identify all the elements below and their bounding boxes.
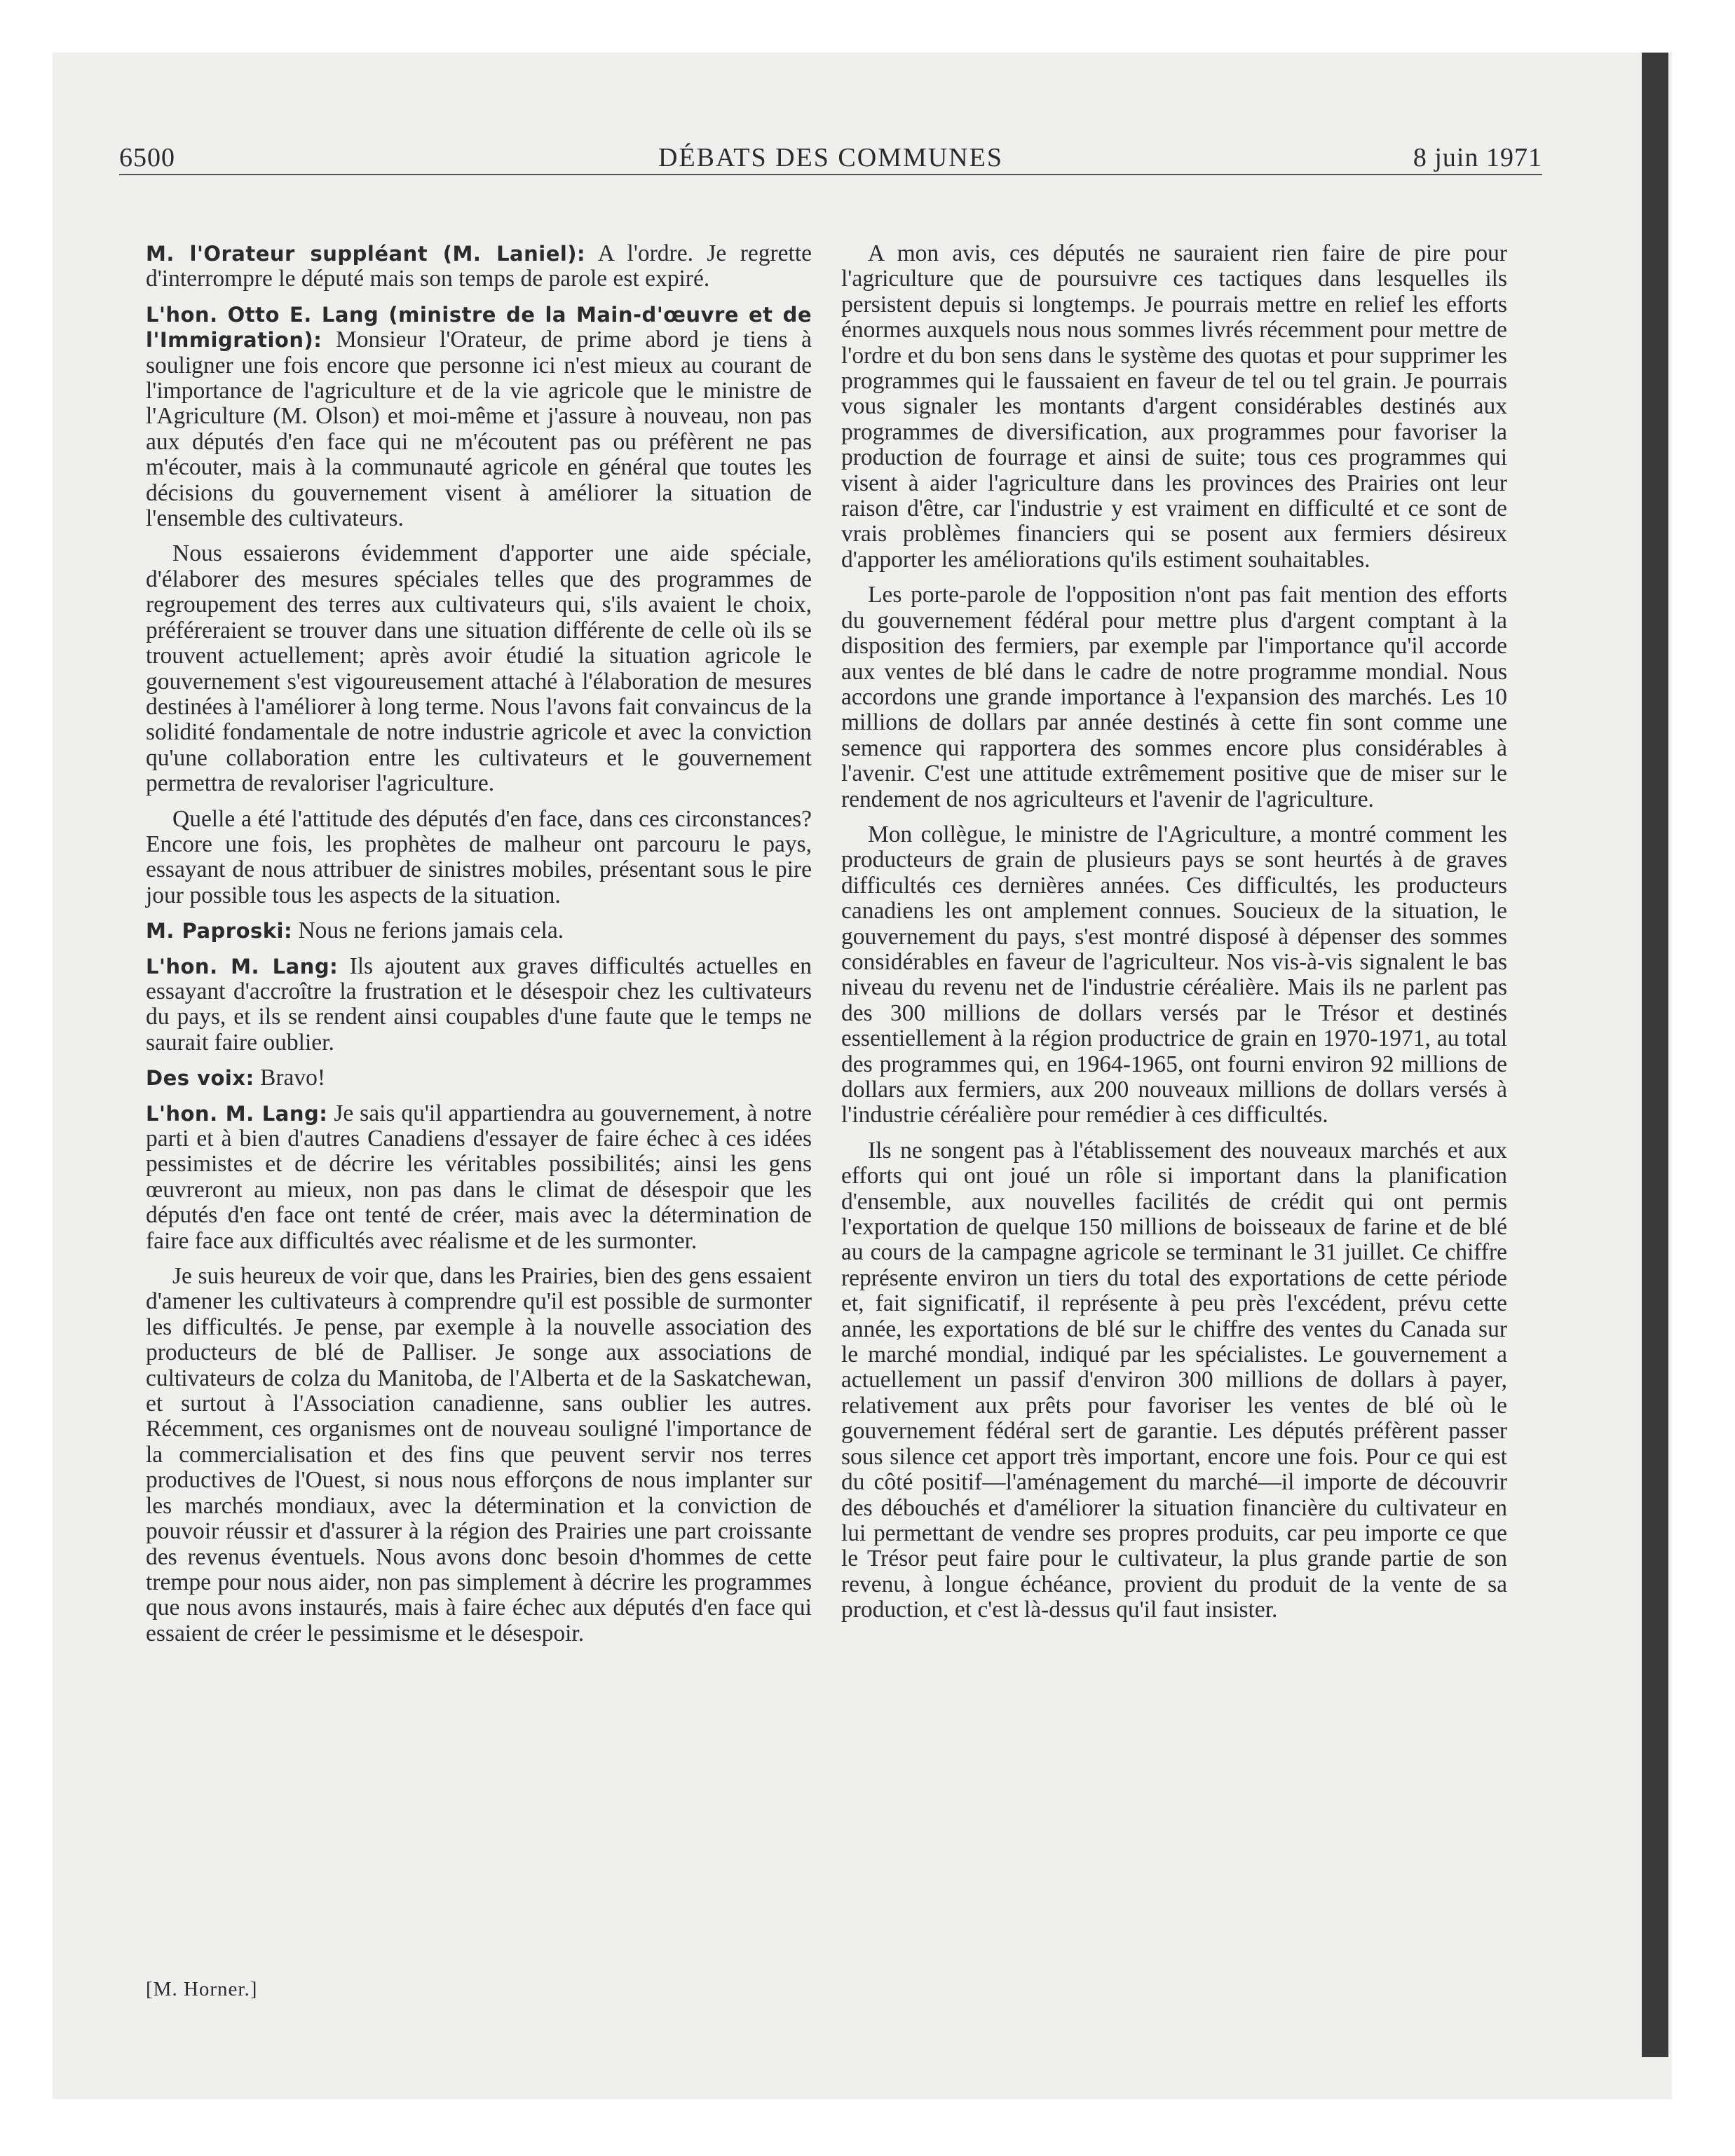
paragraph-text: Nous ne ferions jamais cela.	[298, 917, 564, 944]
speaker-name: M. Paproski:	[146, 919, 293, 943]
paragraph	[146, 918, 812, 943]
header-rule	[119, 174, 1542, 175]
speaker-continuation-note: [M. Horner.]	[146, 1978, 258, 2000]
paragraph-text: Ils ajoutent aux graves difficultés actuelles en essayant d'accroître la frustration et le désespoir chez les cultivateurs du pays, et ils se rendent ainsi coupables d'une faute que le temps ne saurait faire oublier.	[146, 953, 812, 1056]
paragraph-text: Quelle a été l'attitude des députés d'en face, dans ces circonstances? Encore une fois, les prophètes de malheur ont parcouru le pays, essayant de nous attribuer de sinistres mobiles, présentant sous le pire jour possible tous les aspects de la situation.	[146, 805, 812, 908]
scan-edge-shadow	[1642, 53, 1668, 2057]
sitting-date: 8 juin 1971	[1413, 143, 1542, 172]
paragraph	[146, 1065, 812, 1091]
paragraph	[841, 582, 1507, 812]
paragraph	[146, 1264, 812, 1646]
paragraph-text: Je sais qu'il appartiendra au gouvernement, à notre parti et à bien d'autres Canadiens d'essayer de faire échec à ces idées pessimistes et de décrire les véritables possibilités; ainsi les gens œuvreront au mieux, non pas dans le climat de désespoir que les députés d'en face ont tenté de créer, mais avec la détermination de faire face aux difficultés avec réalisme et de les surmonter.	[146, 1100, 812, 1254]
paragraph	[841, 1138, 1507, 1623]
publication-title: DÉBATS DES COMMUNES	[658, 143, 1003, 172]
paragraph	[146, 541, 812, 796]
paragraph-text: A l'ordre. Je regrette d'interrompre le député mais son temps de parole est expiré.	[146, 240, 812, 292]
paragraph-text: Ils ne songent pas à l'établissement des nouveaux marchés et aux efforts qui ont joué un rôle si important dans la planification d'ensemble, aux nouvelles facilités de crédit qui ont permis l'exportation de quelque 150 millions de boisseaux de farine et de blé au cours de la campagne agricole se terminant le 31 juillet. Ce chiffre représente environ un tiers du total des exportations de cette période et, fait significatif, il représente à peu près l'excédent, prévu cette année, les exportations de blé sur le chiffre des ventes du Canada sur le marché mondial, indiqué par les spécialistes. Le gouvernement a actuellement un passif d'environ 300 millions de dollars à payer, relativement aux prêts pour favoriser les ventes de blé où le gouvernement fédéral sert de garantie. Les députés préfèrent passer sous silence cet apport très important, encore une fois. Pour ce qui est du côté positif—l'aménagement du marché—il importe de découvrir des débouchés et d'améliorer la situation financière du cultivateur en lui permettant de vendre ses propres produits, car peu importe ce que le Trésor peut faire pour le cultivateur, la plus grande partie de son revenu, à longue échéance, provient du produit de la vente de sa production, et c'est là-dessus qu'il faut insister.	[841, 1137, 1507, 1623]
paragraph-text: Monsieur l'Orateur, de prime abord je tiens à souligner une fois encore que personne ici n'est mieux au courant de l'importance de l'agriculture et de la vie agricole que le ministre de l'Agriculture (M. Olson) et moi-même et j'assure à nouveau, non pas aux députés d'en face qui ne m'écoutent pas ou préfèrent ne pas m'écouter, mais à la communauté agricole en général que toutes les décisions du gouvernement visent à améliorer la situation de l'ensemble des cultivateurs.	[146, 327, 812, 532]
right-column	[841, 241, 1507, 1633]
paragraph	[146, 302, 812, 532]
left-column	[146, 241, 812, 1656]
paragraph-text: Les porte-parole de l'opposition n'ont pas fait mention des efforts du gouvernement fédéral pour mettre plus d'argent comptant à la disposition des fermiers, par exemple par l'importance qu'il accorde aux ventes de blé dans le cadre de notre programme mondial. Nous accordons une grande importance à l'expansion des marchés. Les 10 millions de dollars par année destinés à cette fin sont comme une semence qui rapportera des sommes encore plus considérables à l'avenir. C'est une attitude extrêmement positive que de miser sur le rendement de nos agriculteurs et l'avenir de l'agriculture.	[841, 582, 1507, 812]
speaker-name: Des voix:	[146, 1066, 254, 1091]
paragraph	[841, 241, 1507, 573]
speaker-name: L'hon. M. Lang:	[146, 954, 339, 978]
speaker-name: L'hon. Otto E. Lang (ministre de la Main-d'œuvre et de l'Immigration):	[146, 302, 812, 353]
paragraph-text: Bravo!	[260, 1065, 326, 1091]
paragraph-text: A mon avis, ces députés ne sauraient rien faire de pire pour l'agriculture que de poursuivre ces tactiques dans lesquelles ils persistent depuis si longtemps. Je pourrais mettre en relief les efforts énormes auxquels nous nous sommes livrés récemment pour mettre de l'ordre et du bon sens dans le système des quotas et pour supprimer les programmes qui le faussaient en faveur de tel ou tel grain. Je pourrais vous signaler les montants d'argent considérables destinés aux programmes de diversification, aux programmes pour favoriser la production de fourrage et ainsi de suite; tous ces programmes qui visent à aider l'agriculture dans les provinces des Prairies ont leur raison d'être, car l'industrie y est vraiment en difficulté et ce sont de vrais problèmes financiers qui se posent aux fermiers désireux d'apporter les améliorations qu'ils estiment souhaitables.	[841, 240, 1507, 573]
speaker-name: M. l'Orateur suppléant (M. Laniel):	[146, 242, 586, 266]
page-header	[119, 142, 1542, 173]
speaker-name: L'hon. M. Lang:	[146, 1101, 328, 1126]
paragraph-text: Je suis heureux de voir que, dans les Prairies, bien des gens essaient d'amener les cultivateurs à comprendre qu'il est possible de surmonter les difficultés. Je pense, par exemple à la nouvelle association des producteurs de blé de Palliser. Je songe aux associations de cultivateurs de colza du Manitoba, de l'Alberta et de la Saskatchewan, et surtout à l'Association canadienne, sans oublier les autres. Récemment, ces organismes ont de nouveau souligné l'importance de la commercialisation et des fins que peuvent servir nos terres productives de l'Ouest, si nous nous efforçons de nous implanter sur les marchés mondiaux, avec la détermination et la conviction de pouvoir réussir et d'assurer à la région des Prairies une part croissante des revenus éventuels. Nous avons donc besoin d'hommes de cette trempe pour nous aider, non pas simplement à décrire les programmes que nous avons instaurés, mais à faire échec aux députés d'en face qui essaient de créer le pessimisme et le désespoir.	[146, 1263, 812, 1646]
paragraph	[841, 822, 1507, 1128]
paragraph-text: Mon collègue, le ministre de l'Agriculture, a montré comment les producteurs de grain de plusieurs pays se sont heurtés à de graves difficultés ces dernières années. Ces difficultés, les producteurs canadiens les ont amplement connues. Soucieux de la situation, le gouvernement du pays, s'est montré disposé à dépenser des sommes considérables en faveur de l'agriculteur. Nos vis-à-vis signalent le bas niveau du revenu net de l'industrie céréalière. Mais ils ne parlent pas des 300 millions de dollars versés par le Trésor et destinés essentiellement à la région productrice de grain en 1970-1971, au total des programmes qui, en 1964-1965, ont fourni environ 92 millions de dollars aux fermiers, aux 200 nouveaux millions de dollars versés à l'industrie céréalière pour remédier à ces difficultés.	[841, 821, 1507, 1128]
paragraph	[146, 954, 812, 1056]
paragraph	[146, 807, 812, 909]
paragraph-text: Nous essaierons évidemment d'apporter une aide spéciale, d'élaborer des mesures spéciales telles que des programmes de regroupement des terres aux cultivateurs qui, s'ils avaient le choix, préféreraient se trouver dans une situation différente de celle où ils se trouvent actuellement; après avoir étudié la situation agricole le gouvernement s'est vigoureusement attaché à l'élaboration de mesures destinées à l'améliorer à long terme. Nous l'avons fait convaincus de la solidité fondamentale de notre industrie agricole et avec la conviction qu'une collaboration entre les cultivateurs et le gouvernement permettra de revaloriser l'agriculture.	[146, 540, 812, 797]
page-number: 6500	[119, 143, 175, 172]
paragraph	[146, 241, 812, 292]
paragraph	[146, 1101, 812, 1254]
